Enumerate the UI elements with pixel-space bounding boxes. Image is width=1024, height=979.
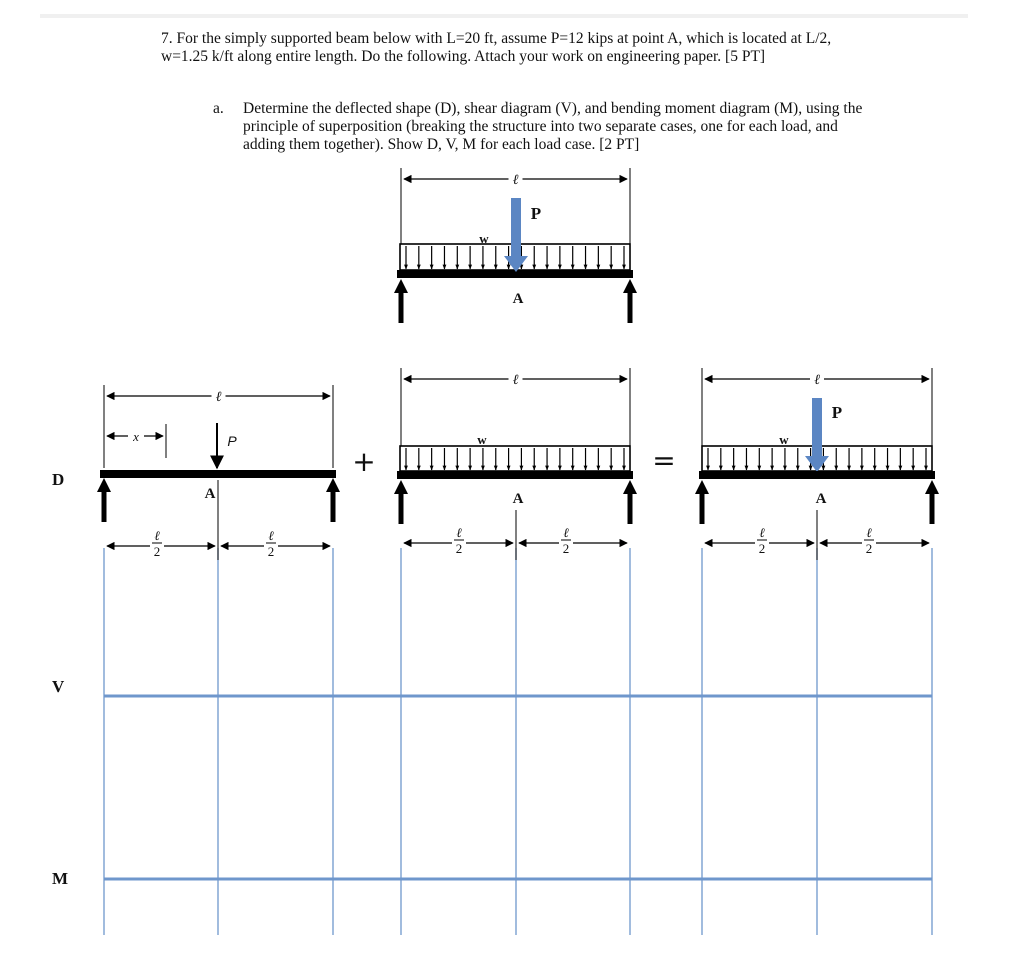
diagram-geometry xyxy=(97,168,939,935)
c3-beam xyxy=(699,471,935,479)
problem-statement: 7. For the simply supported beam below with L=20 ft, assume P=12 kips at point A, which is located at L/2, w=1.25 k/ft along entire length. Do the following. Attach your work on engineering paper. [5 PT] xyxy=(161,30,832,65)
c2-support-right-head xyxy=(623,480,637,494)
part-a-text: Determine the deflected shape (D), shear diagram (V), and bending moment diagram (M), using the principle of superposition (breaking the structure into two separate cases, one for each load, and adding them together). Show D, V, M for each load case. [2 PT] xyxy=(243,100,863,153)
c2-span-dim-label: ℓ xyxy=(512,373,519,388)
c1-a-label: A xyxy=(204,486,216,502)
top-beam xyxy=(397,270,633,278)
c1-half1-frac-num: ℓ xyxy=(154,528,160,543)
c3-support-left-head xyxy=(695,480,709,494)
top-support-left-head xyxy=(394,279,408,293)
diagram-labels xyxy=(132,173,872,559)
c3-p-shaft xyxy=(812,398,822,458)
top-w-label: w xyxy=(479,231,489,246)
c1-support-right-head xyxy=(326,478,340,492)
c3-half2-frac-den: 2 xyxy=(865,541,873,556)
c1-beam xyxy=(100,470,336,478)
row-label-m: M xyxy=(52,869,69,888)
c3-span-dim-label: ℓ xyxy=(814,373,820,388)
c1-x-label: x xyxy=(133,429,139,444)
c2-half2-frac-den: 2 xyxy=(562,541,570,556)
top-a-label: A xyxy=(512,291,524,307)
part-a-label: a. xyxy=(213,100,224,117)
c2-w-label: w xyxy=(477,432,487,447)
c2-half2-frac-num: ℓ xyxy=(563,525,569,540)
c1-support-left-head xyxy=(97,478,111,492)
c2-support-left-head xyxy=(394,480,408,494)
c2-beam xyxy=(397,471,633,479)
plus-sign: + xyxy=(352,445,376,478)
c1-p-label: P xyxy=(227,433,237,449)
top-p-shaft xyxy=(511,198,521,258)
c2-half1-frac-num: ℓ xyxy=(456,525,462,540)
c1-span-dim-label: ℓ xyxy=(215,390,222,405)
c2-a-label: A xyxy=(512,491,524,507)
top-p-label: P xyxy=(530,204,542,223)
c3-support-right-head xyxy=(925,480,939,494)
top-support-right-head xyxy=(623,279,637,293)
c3-p-label: P xyxy=(831,403,843,422)
c3-half1-frac-den: 2 xyxy=(758,541,766,556)
c3-half1-frac-num: ℓ xyxy=(759,525,765,540)
row-label-d: D xyxy=(52,470,65,489)
c3-w-label: w xyxy=(779,432,789,447)
c1-half1-frac-den: 2 xyxy=(153,544,161,559)
equals-sign: = xyxy=(652,444,676,477)
top-span-dim-label: ℓ xyxy=(512,173,519,188)
c3-a-label: A xyxy=(815,491,827,507)
c2-half1-frac-den: 2 xyxy=(455,541,463,556)
c1-half2-frac-den: 2 xyxy=(267,544,275,559)
c3-half2-frac-num: ℓ xyxy=(866,525,872,540)
c1-half2-frac-num: ℓ xyxy=(268,528,274,543)
row-label-v: V xyxy=(52,677,65,696)
c2-udl-box xyxy=(400,446,630,471)
c3-p-head xyxy=(805,456,829,472)
